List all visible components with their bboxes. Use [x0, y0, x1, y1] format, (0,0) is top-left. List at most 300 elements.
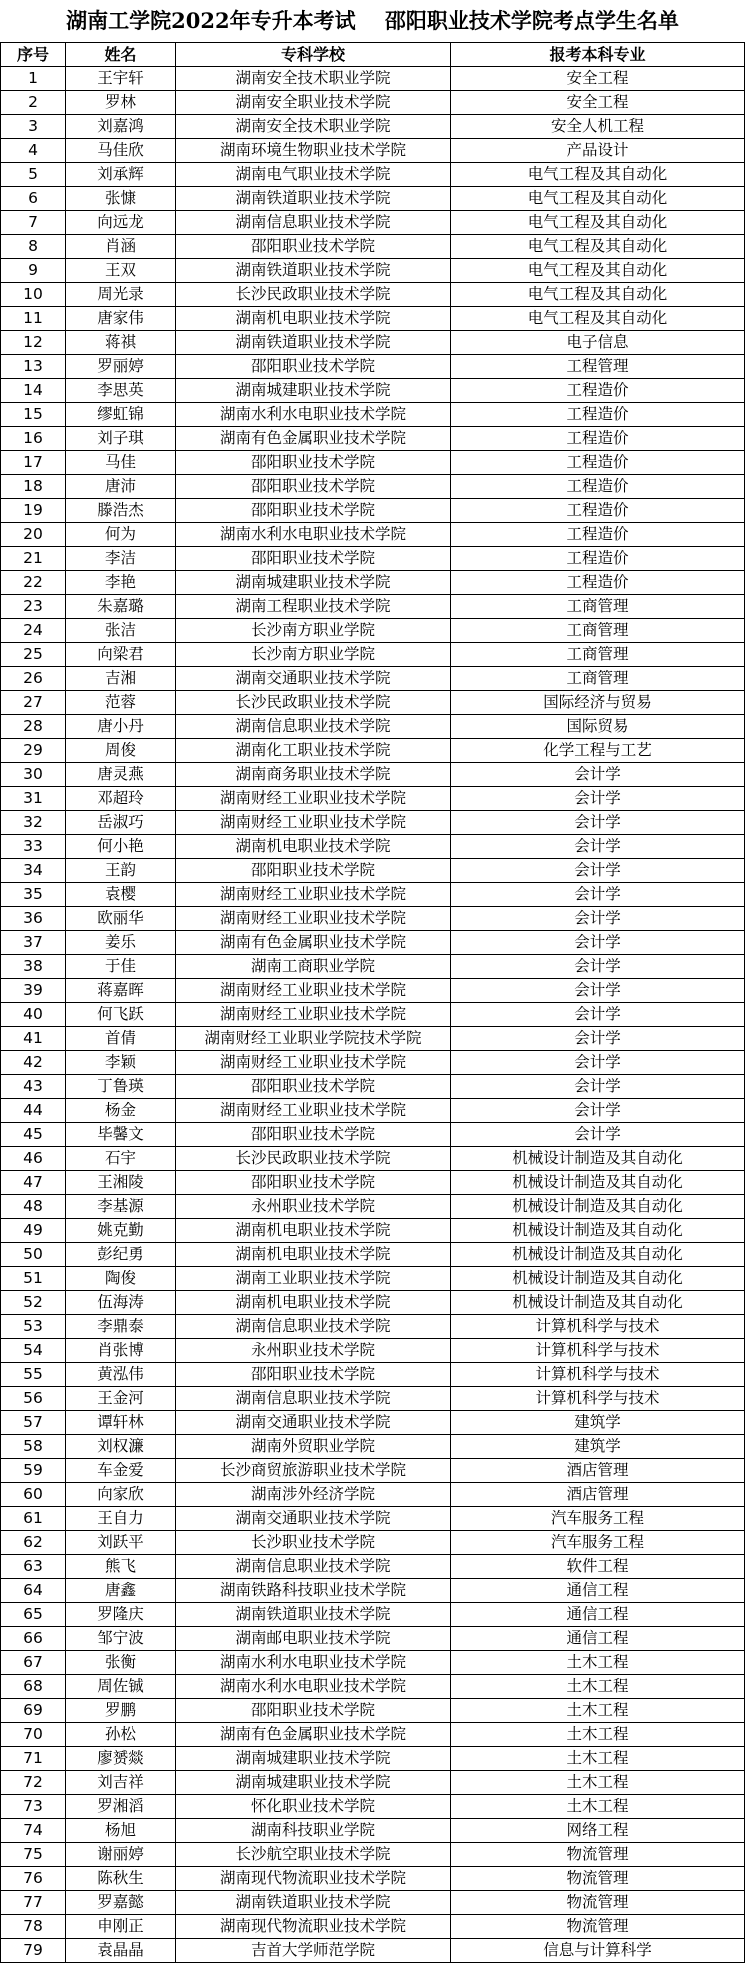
cell-major: 通信工程: [451, 1579, 745, 1603]
cell-major: 会计学: [451, 811, 745, 835]
cell-college: 湖南有色金属职业技术学院: [176, 931, 451, 955]
table-row: [1, 451, 745, 475]
cell-college: 长沙职业技术学院: [176, 1531, 451, 1555]
cell-name: 李艳: [66, 571, 176, 595]
cell-index: 47: [1, 1171, 66, 1195]
cell-major: 工程管理: [451, 355, 745, 379]
cell-index: 44: [1, 1099, 66, 1123]
cell-index: 53: [1, 1315, 66, 1339]
cell-name: 张慷: [66, 187, 176, 211]
cell-name: 李颖: [66, 1051, 176, 1075]
table-row: [1, 235, 745, 259]
table-row: [1, 1771, 745, 1795]
table-row: [1, 1219, 745, 1243]
cell-name: 姜乐: [66, 931, 176, 955]
table-row: [1, 523, 745, 547]
cell-major: 汽车服务工程: [451, 1531, 745, 1555]
cell-index: 67: [1, 1651, 66, 1675]
cell-college: 湖南财经工业职业技术学院: [176, 907, 451, 931]
cell-college: 湖南信息职业技术学院: [176, 715, 451, 739]
cell-college: 吉首大学师范学院: [176, 1939, 451, 1963]
table-row: [1, 91, 745, 115]
cell-name: 肖张博: [66, 1339, 176, 1363]
table-row: [1, 1651, 745, 1675]
cell-name: 毕馨文: [66, 1123, 176, 1147]
cell-index: 30: [1, 763, 66, 787]
cell-index: 5: [1, 163, 66, 187]
cell-index: 13: [1, 355, 66, 379]
cell-college: 湖南财经工业职业技术学院: [176, 787, 451, 811]
cell-index: 57: [1, 1411, 66, 1435]
cell-index: 34: [1, 859, 66, 883]
table-row: [1, 979, 745, 1003]
table-row: [1, 1003, 745, 1027]
cell-name: 刘承辉: [66, 163, 176, 187]
cell-major: 工程造价: [451, 547, 745, 571]
cell-major: 汽车服务工程: [451, 1507, 745, 1531]
cell-index: 10: [1, 283, 66, 307]
table-row: [1, 139, 745, 163]
cell-college: 湖南化工职业技术学院: [176, 739, 451, 763]
table-row: [1, 1555, 745, 1579]
table-row: [1, 619, 745, 643]
table-row: [1, 1147, 745, 1171]
cell-name: 邓超玲: [66, 787, 176, 811]
cell-index: 25: [1, 643, 66, 667]
cell-index: 50: [1, 1243, 66, 1267]
cell-college: 湖南铁道职业技术学院: [176, 1891, 451, 1915]
table-row: [1, 115, 745, 139]
cell-name: 唐灵燕: [66, 763, 176, 787]
cell-college: 邵阳职业技术学院: [176, 1363, 451, 1387]
cell-name: 袁晶晶: [66, 1939, 176, 1963]
cell-major: 机械设计制造及其自动化: [451, 1219, 745, 1243]
cell-index: 78: [1, 1915, 66, 1939]
cell-name: 石宇: [66, 1147, 176, 1171]
cell-index: 31: [1, 787, 66, 811]
cell-major: 计算机科学与技术: [451, 1363, 745, 1387]
cell-major: 工商管理: [451, 595, 745, 619]
cell-name: 申刚正: [66, 1915, 176, 1939]
cell-major: 建筑学: [451, 1435, 745, 1459]
cell-major: 工程造价: [451, 427, 745, 451]
cell-name: 唐鑫: [66, 1579, 176, 1603]
table-row: [1, 1915, 745, 1939]
table-row: [1, 427, 745, 451]
cell-college: 邵阳职业技术学院: [176, 859, 451, 883]
cell-name: 杨金: [66, 1099, 176, 1123]
cell-major: 国际经济与贸易: [451, 691, 745, 715]
cell-name: 罗林: [66, 91, 176, 115]
cell-name: 李鼎泰: [66, 1315, 176, 1339]
table-row: [1, 331, 745, 355]
table-row: [1, 1051, 745, 1075]
cell-major: 工程造价: [451, 571, 745, 595]
cell-major: 物流管理: [451, 1891, 745, 1915]
cell-index: 43: [1, 1075, 66, 1099]
cell-name: 王自力: [66, 1507, 176, 1531]
cell-index: 12: [1, 331, 66, 355]
cell-name: 滕浩杰: [66, 499, 176, 523]
cell-name: 蒋嘉晖: [66, 979, 176, 1003]
cell-name: 王湘陵: [66, 1171, 176, 1195]
cell-index: 37: [1, 931, 66, 955]
cell-major: 物流管理: [451, 1867, 745, 1891]
cell-major: 化学工程与工艺: [451, 739, 745, 763]
cell-index: 41: [1, 1027, 66, 1051]
cell-index: 20: [1, 523, 66, 547]
cell-major: 电气工程及其自动化: [451, 235, 745, 259]
cell-major: 计算机科学与技术: [451, 1339, 745, 1363]
cell-name: 车金爱: [66, 1459, 176, 1483]
cell-major: 物流管理: [451, 1915, 745, 1939]
cell-index: 9: [1, 259, 66, 283]
cell-name: 缪虹锦: [66, 403, 176, 427]
cell-major: 安全人机工程: [451, 115, 745, 139]
cell-index: 8: [1, 235, 66, 259]
cell-name: 向梁君: [66, 643, 176, 667]
cell-college: 湖南财经工业职业技术学院: [176, 1099, 451, 1123]
table-row: [1, 1795, 745, 1819]
cell-college: 湖南信息职业技术学院: [176, 1555, 451, 1579]
table-row: [1, 1411, 745, 1435]
table-row: [1, 955, 745, 979]
cell-name: 吉湘: [66, 667, 176, 691]
cell-name: 熊飞: [66, 1555, 176, 1579]
cell-major: 土木工程: [451, 1747, 745, 1771]
cell-major: 软件工程: [451, 1555, 745, 1579]
cell-name: 向远龙: [66, 211, 176, 235]
cell-name: 刘嘉鸿: [66, 115, 176, 139]
cell-college: 湖南机电职业技术学院: [176, 1243, 451, 1267]
cell-college: 湖南城建职业技术学院: [176, 1771, 451, 1795]
table-row: [1, 1291, 745, 1315]
cell-major: 土木工程: [451, 1795, 745, 1819]
cell-name: 范蓉: [66, 691, 176, 715]
cell-name: 廖赟燚: [66, 1747, 176, 1771]
cell-college: 湖南交通职业技术学院: [176, 1507, 451, 1531]
table-row: [1, 931, 745, 955]
table-row: [1, 475, 745, 499]
cell-index: 64: [1, 1579, 66, 1603]
cell-name: 朱嘉璐: [66, 595, 176, 619]
table-row: [1, 595, 745, 619]
cell-name: 丁鲁瑛: [66, 1075, 176, 1099]
cell-college: 湖南信息职业技术学院: [176, 211, 451, 235]
cell-index: 23: [1, 595, 66, 619]
cell-index: 36: [1, 907, 66, 931]
cell-college: 湖南城建职业技术学院: [176, 1747, 451, 1771]
cell-index: 19: [1, 499, 66, 523]
table-row: [1, 379, 745, 403]
cell-college: 长沙航空职业技术学院: [176, 1843, 451, 1867]
cell-college: 湖南工业职业技术学院: [176, 1267, 451, 1291]
cell-major: 会计学: [451, 1075, 745, 1099]
cell-major: 机械设计制造及其自动化: [451, 1291, 745, 1315]
cell-major: 工商管理: [451, 667, 745, 691]
table-row: [1, 499, 745, 523]
table-row: [1, 811, 745, 835]
cell-major: 安全工程: [451, 67, 745, 91]
cell-college: 湖南财经工业职业学院技术学院: [176, 1027, 451, 1051]
table-row: [1, 1435, 745, 1459]
cell-index: 76: [1, 1867, 66, 1891]
cell-major: 产品设计: [451, 139, 745, 163]
cell-index: 55: [1, 1363, 66, 1387]
cell-major: 会计学: [451, 955, 745, 979]
cell-college: 湖南铁道职业技术学院: [176, 1603, 451, 1627]
table-row: [1, 1891, 745, 1915]
table-row: [1, 1027, 745, 1051]
cell-major: 会计学: [451, 1051, 745, 1075]
cell-name: 罗隆庆: [66, 1603, 176, 1627]
table-row: [1, 1867, 745, 1891]
page-title: 湖南工学院2022年专升本考试 邵阳职业技术学院考点学生名单: [66, 8, 679, 33]
cell-college: 长沙民政职业技术学院: [176, 691, 451, 715]
cell-name: 邹宁波: [66, 1627, 176, 1651]
cell-index: 58: [1, 1435, 66, 1459]
table-row: [1, 1747, 745, 1771]
cell-major: 土木工程: [451, 1771, 745, 1795]
cell-index: 38: [1, 955, 66, 979]
table-row: [1, 907, 745, 931]
cell-college: 湖南交通职业技术学院: [176, 667, 451, 691]
cell-index: 54: [1, 1339, 66, 1363]
cell-index: 26: [1, 667, 66, 691]
cell-college: 永州职业技术学院: [176, 1195, 451, 1219]
cell-name: 王金河: [66, 1387, 176, 1411]
table-row: [1, 1099, 745, 1123]
cell-index: 46: [1, 1147, 66, 1171]
table-row: [1, 187, 745, 211]
cell-name: 欧丽华: [66, 907, 176, 931]
cell-college: 湖南财经工业职业技术学院: [176, 883, 451, 907]
cell-name: 何小艳: [66, 835, 176, 859]
cell-college: 湖南工程职业技术学院: [176, 595, 451, 619]
table-row: [1, 283, 745, 307]
cell-college: 湖南交通职业技术学院: [176, 1411, 451, 1435]
cell-college: 湖南财经工业职业技术学院: [176, 979, 451, 1003]
cell-index: 72: [1, 1771, 66, 1795]
cell-index: 63: [1, 1555, 66, 1579]
cell-name: 张衡: [66, 1651, 176, 1675]
cell-college: 湖南铁道职业技术学院: [176, 259, 451, 283]
cell-index: 61: [1, 1507, 66, 1531]
table-row: [1, 1603, 745, 1627]
cell-name: 王韵: [66, 859, 176, 883]
cell-index: 66: [1, 1627, 66, 1651]
table-row: [1, 1315, 745, 1339]
student-list-table: [0, 42, 745, 1963]
cell-college: 邵阳职业技术学院: [176, 1075, 451, 1099]
table-row: [1, 1507, 745, 1531]
cell-college: 邵阳职业技术学院: [176, 355, 451, 379]
cell-name: 姚克勤: [66, 1219, 176, 1243]
table-row: [1, 1459, 745, 1483]
cell-index: 56: [1, 1387, 66, 1411]
table-row: [1, 691, 745, 715]
cell-major: 工商管理: [451, 619, 745, 643]
cell-major: 建筑学: [451, 1411, 745, 1435]
cell-college: 邵阳职业技术学院: [176, 1171, 451, 1195]
table-row: [1, 1243, 745, 1267]
cell-major: 工程造价: [451, 379, 745, 403]
cell-major: 土木工程: [451, 1675, 745, 1699]
cell-major: 会计学: [451, 1027, 745, 1051]
cell-name: 何为: [66, 523, 176, 547]
cell-major: 通信工程: [451, 1603, 745, 1627]
cell-name: 肖涵: [66, 235, 176, 259]
cell-name: 岳淑巧: [66, 811, 176, 835]
cell-college: 湖南财经工业职业技术学院: [176, 1003, 451, 1027]
cell-major: 会计学: [451, 859, 745, 883]
cell-college: 邵阳职业技术学院: [176, 235, 451, 259]
cell-index: 27: [1, 691, 66, 715]
cell-name: 马佳: [66, 451, 176, 475]
header-major: 报考本科专业: [451, 43, 745, 67]
cell-name: 蒋祺: [66, 331, 176, 355]
cell-name: 周光录: [66, 283, 176, 307]
cell-college: 湖南机电职业技术学院: [176, 307, 451, 331]
cell-major: 土木工程: [451, 1651, 745, 1675]
cell-index: 42: [1, 1051, 66, 1075]
cell-index: 65: [1, 1603, 66, 1627]
cell-name: 罗湘滔: [66, 1795, 176, 1819]
cell-college: 湖南现代物流职业技术学院: [176, 1915, 451, 1939]
cell-index: 59: [1, 1459, 66, 1483]
cell-name: 罗鹏: [66, 1699, 176, 1723]
table-row: [1, 307, 745, 331]
cell-major: 工程造价: [451, 523, 745, 547]
table-row: [1, 1843, 745, 1867]
table-row: [1, 355, 745, 379]
cell-college: 长沙商贸旅游职业技术学院: [176, 1459, 451, 1483]
cell-index: 33: [1, 835, 66, 859]
cell-index: 51: [1, 1267, 66, 1291]
table-row: [1, 1339, 745, 1363]
cell-college: 湖南铁路科技职业技术学院: [176, 1579, 451, 1603]
cell-college: 湖南环境生物职业技术学院: [176, 139, 451, 163]
table-row: [1, 1387, 745, 1411]
cell-college: 湖南水利水电职业技术学院: [176, 523, 451, 547]
table-row: [1, 1819, 745, 1843]
cell-college: 湖南现代物流职业技术学院: [176, 1867, 451, 1891]
cell-major: 国际贸易: [451, 715, 745, 739]
cell-name: 彭纪勇: [66, 1243, 176, 1267]
cell-college: 湖南机电职业技术学院: [176, 1291, 451, 1315]
cell-index: 73: [1, 1795, 66, 1819]
cell-college: 湖南水利水电职业技术学院: [176, 1651, 451, 1675]
table-row: [1, 667, 745, 691]
cell-name: 黄泓伟: [66, 1363, 176, 1387]
cell-name: 李基源: [66, 1195, 176, 1219]
cell-college: 湖南水利水电职业技术学院: [176, 1675, 451, 1699]
cell-index: 29: [1, 739, 66, 763]
table-row: [1, 163, 745, 187]
table-row: [1, 715, 745, 739]
cell-major: 通信工程: [451, 1627, 745, 1651]
cell-major: 计算机科学与技术: [451, 1387, 745, 1411]
cell-index: 14: [1, 379, 66, 403]
cell-major: 机械设计制造及其自动化: [451, 1195, 745, 1219]
cell-index: 15: [1, 403, 66, 427]
cell-major: 电气工程及其自动化: [451, 187, 745, 211]
header-name: 姓名: [66, 43, 176, 67]
table-row: [1, 787, 745, 811]
cell-major: 机械设计制造及其自动化: [451, 1267, 745, 1291]
cell-major: 电子信息: [451, 331, 745, 355]
cell-index: 40: [1, 1003, 66, 1027]
cell-name: 孙松: [66, 1723, 176, 1747]
cell-name: 马佳欣: [66, 139, 176, 163]
cell-index: 45: [1, 1123, 66, 1147]
cell-college: 邵阳职业技术学院: [176, 451, 451, 475]
cell-name: 唐家伟: [66, 307, 176, 331]
table-row: [1, 1195, 745, 1219]
cell-college: 湖南财经工业职业技术学院: [176, 811, 451, 835]
table-header: [1, 43, 745, 67]
header-row: [1, 43, 745, 67]
table-row: [1, 571, 745, 595]
cell-major: 酒店管理: [451, 1483, 745, 1507]
table-row: [1, 859, 745, 883]
cell-index: 62: [1, 1531, 66, 1555]
cell-college: 湖南安全技术职业学院: [176, 115, 451, 139]
cell-major: 会计学: [451, 883, 745, 907]
cell-index: 22: [1, 571, 66, 595]
cell-name: 于佳: [66, 955, 176, 979]
cell-major: 网络工程: [451, 1819, 745, 1843]
cell-index: 1: [1, 67, 66, 91]
cell-major: 工程造价: [451, 499, 745, 523]
cell-college: 湖南信息职业技术学院: [176, 1387, 451, 1411]
table-row: [1, 1075, 745, 1099]
cell-index: 11: [1, 307, 66, 331]
cell-college: 邵阳职业技术学院: [176, 547, 451, 571]
cell-name: 谢丽婷: [66, 1843, 176, 1867]
cell-major: 会计学: [451, 1099, 745, 1123]
cell-major: 会计学: [451, 907, 745, 931]
cell-name: 谭轩林: [66, 1411, 176, 1435]
cell-index: 4: [1, 139, 66, 163]
cell-college: 湖南有色金属职业技术学院: [176, 1723, 451, 1747]
cell-college: 长沙南方职业学院: [176, 619, 451, 643]
cell-college: 湖南城建职业技术学院: [176, 571, 451, 595]
cell-index: 21: [1, 547, 66, 571]
table-row: [1, 1267, 745, 1291]
cell-name: 李洁: [66, 547, 176, 571]
cell-index: 6: [1, 187, 66, 211]
cell-index: 69: [1, 1699, 66, 1723]
cell-college: 湖南安全技术职业学院: [176, 67, 451, 91]
table-row: [1, 67, 745, 91]
table-row: [1, 547, 745, 571]
cell-name: 周佐铖: [66, 1675, 176, 1699]
cell-college: 湖南涉外经济学院: [176, 1483, 451, 1507]
cell-college: 湖南商务职业技术学院: [176, 763, 451, 787]
cell-major: 计算机科学与技术: [451, 1315, 745, 1339]
table-row: [1, 643, 745, 667]
cell-name: 刘吉祥: [66, 1771, 176, 1795]
cell-index: 28: [1, 715, 66, 739]
table-row: [1, 1627, 745, 1651]
cell-name: 罗丽婷: [66, 355, 176, 379]
cell-major: 信息与计算科学: [451, 1939, 745, 1963]
cell-college: 湖南邮电职业技术学院: [176, 1627, 451, 1651]
cell-name: 唐小丹: [66, 715, 176, 739]
cell-college: 湖南水利水电职业技术学院: [176, 403, 451, 427]
cell-college: 湖南信息职业技术学院: [176, 1315, 451, 1339]
